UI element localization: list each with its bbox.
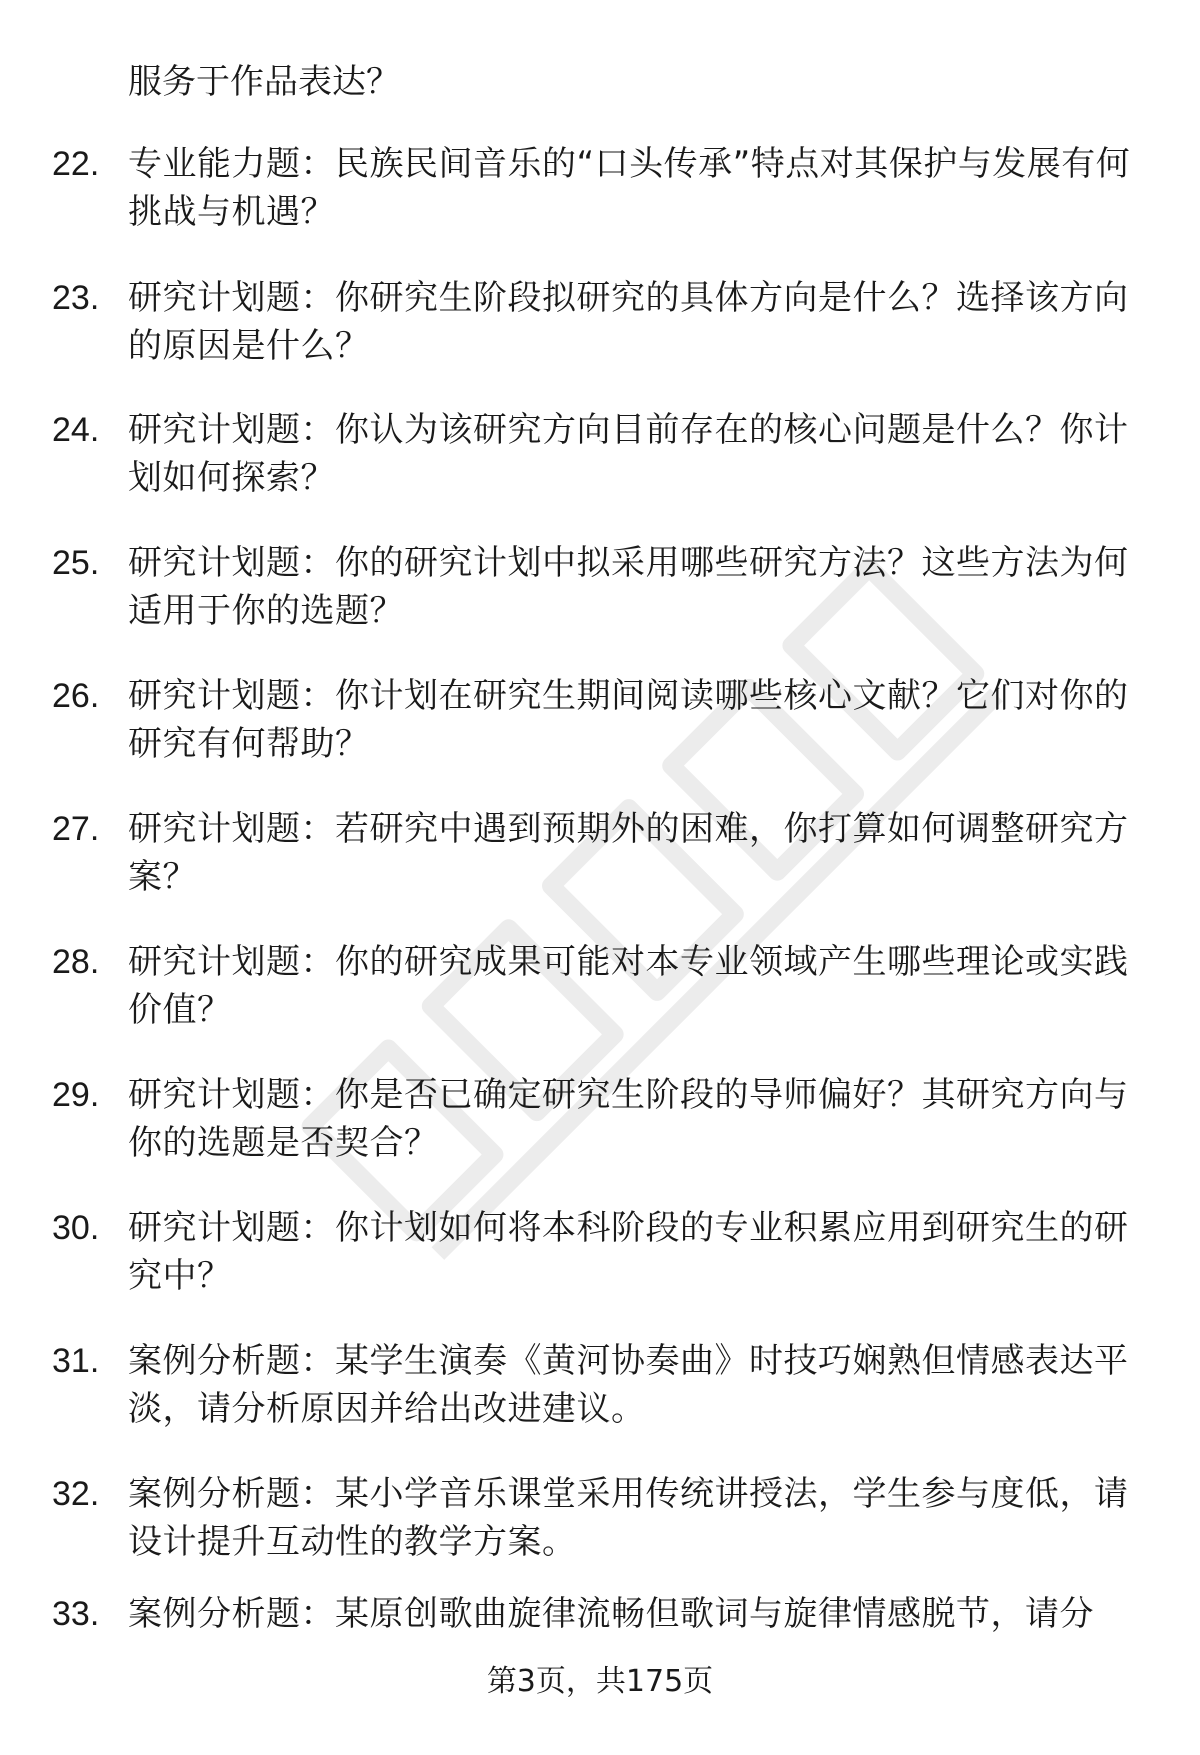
question-number: 31. — [52, 1342, 100, 1380]
question-text: 研究计划题：你是否已确定研究生阶段的导师偏好？其研究方向与你的选题是否契合？ — [128, 1075, 1129, 1163]
question-text: 研究计划题：你认为该研究方向目前存在的核心问题是什么？你计划如何探索？ — [128, 410, 1129, 498]
question-number: 25. — [52, 544, 100, 582]
question-number: 32. — [52, 1475, 100, 1513]
question-number: 33. — [52, 1595, 100, 1633]
question-text: 案例分析题：某小学音乐课堂采用传统讲授法，学生参与度低，请设计提升互动性的教学方案。 — [128, 1474, 1129, 1562]
question-number: 29. — [52, 1076, 100, 1114]
question-text: 研究计划题：你的研究成果可能对本专业领域产生哪些理论或实践价值？ — [128, 942, 1129, 1030]
question-number: 22. — [52, 145, 100, 183]
question-text: 案例分析题：某原创歌曲旋律流畅但歌词与旋律情感脱节，请分 — [128, 1594, 1094, 1634]
question-number: 24. — [52, 411, 100, 449]
question-number: 27. — [52, 810, 100, 848]
question-text: 案例分析题：某学生演奏《黄河协奏曲》时技巧娴熟但情感表达平淡，请分析原因并给出改进建议。 — [128, 1341, 1129, 1429]
question-number: 26. — [52, 677, 100, 715]
question-text: 研究计划题：若研究中遇到预期外的困难，你打算如何调整研究方案？ — [128, 809, 1129, 897]
question-text: 研究计划题：你的研究计划中拟采用哪些研究方法？这些方法为何适用于你的选题？ — [128, 543, 1129, 631]
continuation-text: 服务于作品表达？ — [128, 62, 400, 102]
question-number: 23. — [52, 279, 100, 317]
question-text: 研究计划题：你研究生阶段拟研究的具体方向是什么？选择该方向的原因是什么？ — [128, 278, 1129, 366]
question-number: 28. — [52, 943, 100, 981]
question-text: 专业能力题：民族民间音乐的“口头传承”特点对其保护与发展有何挑战与机遇？ — [128, 144, 1131, 232]
page-footer: 第3页，共175页 — [486, 1664, 714, 1699]
question-number: 30. — [52, 1209, 100, 1247]
question-text: 研究计划题：你计划在研究生期间阅读哪些核心文献？它们对你的研究有何帮助？ — [128, 676, 1129, 764]
question-text: 研究计划题：你计划如何将本科阶段的专业积累应用到研究生的研究中？ — [128, 1208, 1129, 1296]
